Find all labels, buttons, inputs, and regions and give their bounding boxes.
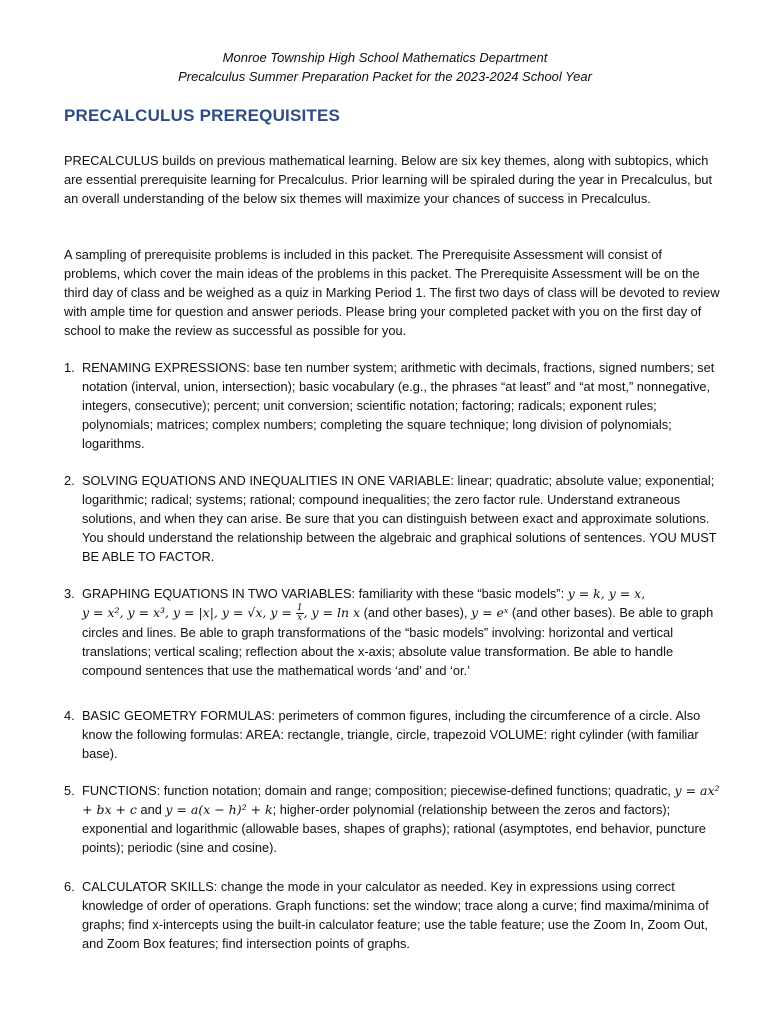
theme-number: 6. xyxy=(64,879,75,894)
theme-text: BASIC GEOMETRY FORMULAS: perimeters of common figures, including the circumference of a circle. Also know the following formulas: AREA: rectangle, triangle, circle, trapezoid VOLUME: right cylinder (with familiar base). xyxy=(82,708,701,761)
theme-text: CALCULATOR SKILLS: change the mode in your calculator as needed. Key in expressions using correct knowledge of order of operations. Graph functions: set the window; trace along a curve; find maxima/minima of graphs; find x-intercepts using the built-in calculator feature; use the table feature; use the Zoom In, Zoom Out, and Zoom Box features; find intersection points of graphs. xyxy=(82,879,709,951)
theme-item-renaming-expressions xyxy=(64,358,728,453)
page-header xyxy=(0,48,770,86)
theme-item-functions xyxy=(64,781,728,857)
theme-item-graphing-equations xyxy=(64,584,728,680)
theme-number: 5. xyxy=(64,783,75,798)
theme-number: 1. xyxy=(64,360,75,375)
fraction-denominator: x xyxy=(297,613,303,624)
theme-text-part: ; higher-order polynomial (relationship between the zeros and factors); exponential and logarithmic (allowable bases, shapes of graphs); rational (asymptotes, end behavior, puncture points); periodic (sine and cosine). xyxy=(82,802,706,855)
theme-number: 4. xyxy=(64,708,75,723)
fraction-numerator: 1 xyxy=(296,603,303,614)
fraction-one-over-x xyxy=(296,604,304,623)
theme-item-solving-equations xyxy=(64,471,728,566)
theme-text-part: GRAPHING EQUATIONS IN TWO VARIABLES: familiarity with these “basic models”: xyxy=(82,586,568,601)
theme-text: SOLVING EQUATIONS AND INEQUALITIES IN ONE VARIABLE: linear; quadratic; absolute value; exponential; logarithmic; radical; systems; rational; compound inequalities; the zero factor rule. Understand extraneous solutions, and when they can arise. Be sure that you can distinguish between exact and approximate solutions. You should understand the relationship between the algebraic and graphical solutions of sentences. YOU MUST BE ABLE TO FACTOR. xyxy=(82,473,717,564)
theme-text xyxy=(82,781,728,857)
theme-text: RENAMING EXPRESSIONS: base ten number system; arithmetic with decimals, fractions, signed numbers; set notation (interval, union, intersection); basic vocabulary (e.g., the phrases “at least” and “at most,” nonnegative, integers, consecutive); percent; unit conversion; scientific notation; factoring; radicals; exponent rules; polynomials; matrices; complex numbers; completing the square technique; long division of polynomials; logarithms. xyxy=(82,360,715,451)
section-title: PRECALCULUS PREREQUISITES xyxy=(64,106,341,125)
math-quadratic-vertex: y = a(x − h)² + k xyxy=(165,802,273,817)
math-quadratic-standard: y = ax² + bx + c xyxy=(82,783,720,817)
theme-item-geometry-formulas xyxy=(64,706,728,763)
intro-paragraph-1: PRECALCULUS builds on previous mathematical learning. Below are six key themes, along with subtopics, which are essential prerequisite learning for Precalculus. Prior learning will be spiraled during the year in Precalculus, but an overall understanding of the below six themes will maximize your chances of success in Precalculus. xyxy=(64,153,712,206)
theme-number: 2. xyxy=(64,473,75,488)
header-department: Monroe Township High School Mathematics Department xyxy=(222,50,548,65)
theme-number: 3. xyxy=(64,586,75,601)
theme-text-part: (and other bases), xyxy=(360,605,472,620)
theme-text-part: (and other bases). Be able to graph circles and lines. Be able to graph transformations of the “basic models” involving: horizontal and vertical translations; vertical scaling; reflection about the x-axis; absolute value transformation. Be able to handle compound sentences that use the mathematical words ‘and’ and ‘or.’ xyxy=(82,605,714,679)
math-basic-models-1: y = k, y = x, xyxy=(567,586,646,601)
math-exp-model: y = eˣ xyxy=(471,605,509,620)
theme-text-part: FUNCTIONS: function notation; domain and range; composition; piecewise-defined functions; quadratic, xyxy=(82,783,675,798)
math-basic-models-2: y = x², y = x³, y = |x|, y = √x, y = xyxy=(82,605,296,620)
intro-paragraph-2: A sampling of prerequisite problems is included in this packet. The Prerequisite Assessment will consist of problems, which cover the main ideas of the problems in this packet. The Prerequisite Assessment will be on the third day of class and be weighed as a quiz in Marking Period 1. The first two days of class will be devoted to review with ample time for question and answer periods. Please bring your completed packet with you on the first day of school to make the review as successful as possible for you. xyxy=(64,247,720,338)
math-log-model: , y = ln x xyxy=(303,605,361,620)
theme-text xyxy=(82,584,728,680)
header-packet-title: Precalculus Summer Preparation Packet for the 2023-2024 School Year xyxy=(178,69,592,84)
theme-item-calculator-skills xyxy=(64,877,728,953)
theme-text-part: and xyxy=(136,802,166,817)
